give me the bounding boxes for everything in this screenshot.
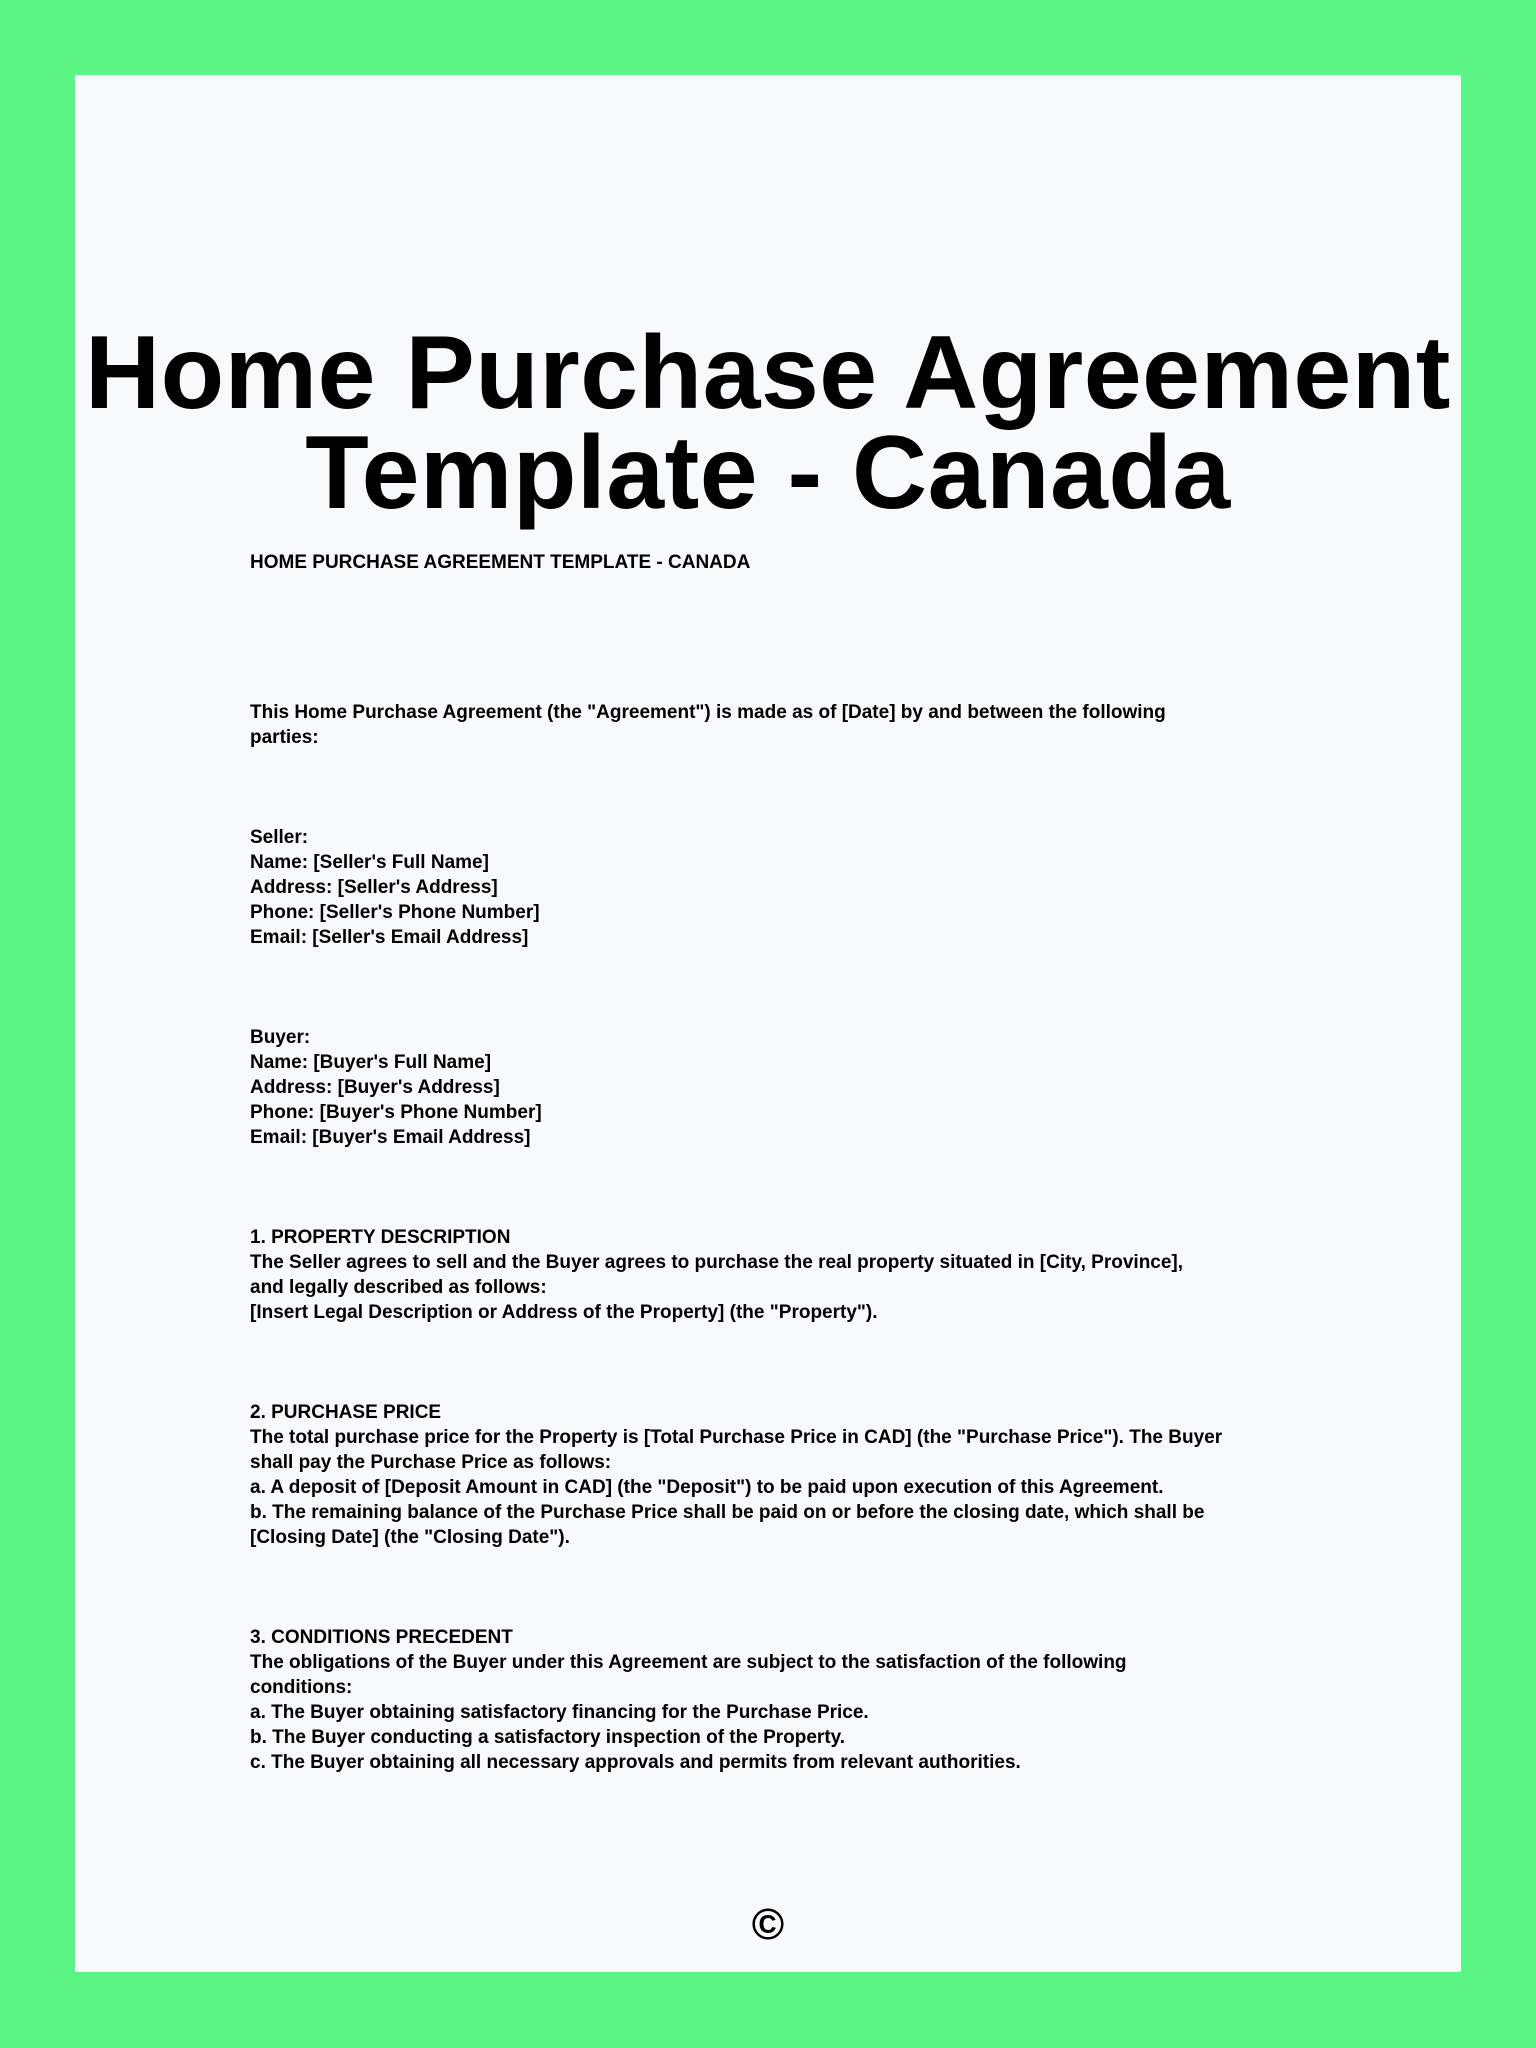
section-line: shall pay the Purchase Price as follows: xyxy=(250,1452,612,1473)
intro-line: This Home Purchase Agreement (the "Agreement") is made as of [Date] by and between the following xyxy=(250,702,1166,723)
section-line: a. A deposit of [Deposit Amount in CAD] (the "Deposit") to be paid upon execution of this Agreement. xyxy=(250,1477,1164,1498)
agreement-heading-text: HOME PURCHASE AGREEMENT TEMPLATE - CANADA xyxy=(250,552,751,573)
copyright-icon: © xyxy=(751,1900,785,1949)
seller-email: Email: [Seller's Email Address] xyxy=(250,927,529,948)
section-line: and legally described as follows: xyxy=(250,1277,547,1298)
buyer-name: Name: [Buyer's Full Name] xyxy=(250,1052,492,1073)
section-line: a. The Buyer obtaining satisfactory financing for the Purchase Price. xyxy=(250,1702,869,1723)
intro-line: parties: xyxy=(250,727,319,748)
buyer-email: Email: [Buyer's Email Address] xyxy=(250,1127,531,1148)
section-line: b. The remaining balance of the Purchase Price shall be paid on or before the closing date, which shall be xyxy=(250,1502,1205,1523)
seller-label: Seller: xyxy=(250,827,309,848)
buyer-label: Buyer: xyxy=(250,1027,311,1048)
section-line: b. The Buyer conducting a satisfactory inspection of the Property. xyxy=(250,1727,846,1748)
page-title-line-1: Home Purchase Agreement xyxy=(85,315,1451,431)
section-line: [Closing Date] (the "Closing Date"). xyxy=(250,1527,570,1548)
document-page xyxy=(75,75,1461,1972)
buyer-block xyxy=(250,1025,1330,1150)
section-heading: 3. CONDITIONS PRECEDENT xyxy=(250,1627,513,1648)
section-conditions-precedent xyxy=(250,1625,1330,1775)
seller-address: Address: [Seller's Address] xyxy=(250,877,498,898)
agreement-heading xyxy=(250,550,1330,575)
buyer-phone: Phone: [Buyer's Phone Number] xyxy=(250,1102,542,1123)
section-line: The obligations of the Buyer under this Agreement are subject to the satisfaction of the following xyxy=(250,1652,1127,1673)
seller-name: Name: [Seller's Full Name] xyxy=(250,852,489,873)
section-line: The Seller agrees to sell and the Buyer agrees to purchase the real property situated in [City, Province], xyxy=(250,1252,1184,1273)
section-heading: 2. PURCHASE PRICE xyxy=(250,1402,442,1423)
section-heading: 1. PROPERTY DESCRIPTION xyxy=(250,1227,511,1248)
section-line: The total purchase price for the Property is [Total Purchase Price in CAD] (the "Purchase Price"). The Buyer xyxy=(250,1427,1223,1448)
section-line: conditions: xyxy=(250,1677,353,1698)
section-purchase-price xyxy=(250,1400,1330,1550)
buyer-address: Address: [Buyer's Address] xyxy=(250,1077,500,1098)
seller-block xyxy=(250,825,1330,950)
page-title-line-2: Template - Canada xyxy=(305,415,1231,531)
page-title xyxy=(75,315,1461,531)
section-property-description xyxy=(250,1225,1330,1325)
section-line: c. The Buyer obtaining all necessary approvals and permits from relevant authorities. xyxy=(250,1752,1021,1773)
section-line: [Insert Legal Description or Address of the Property] (the "Property"). xyxy=(250,1302,878,1323)
intro-paragraph xyxy=(250,700,1330,750)
seller-phone: Phone: [Seller's Phone Number] xyxy=(250,902,540,923)
